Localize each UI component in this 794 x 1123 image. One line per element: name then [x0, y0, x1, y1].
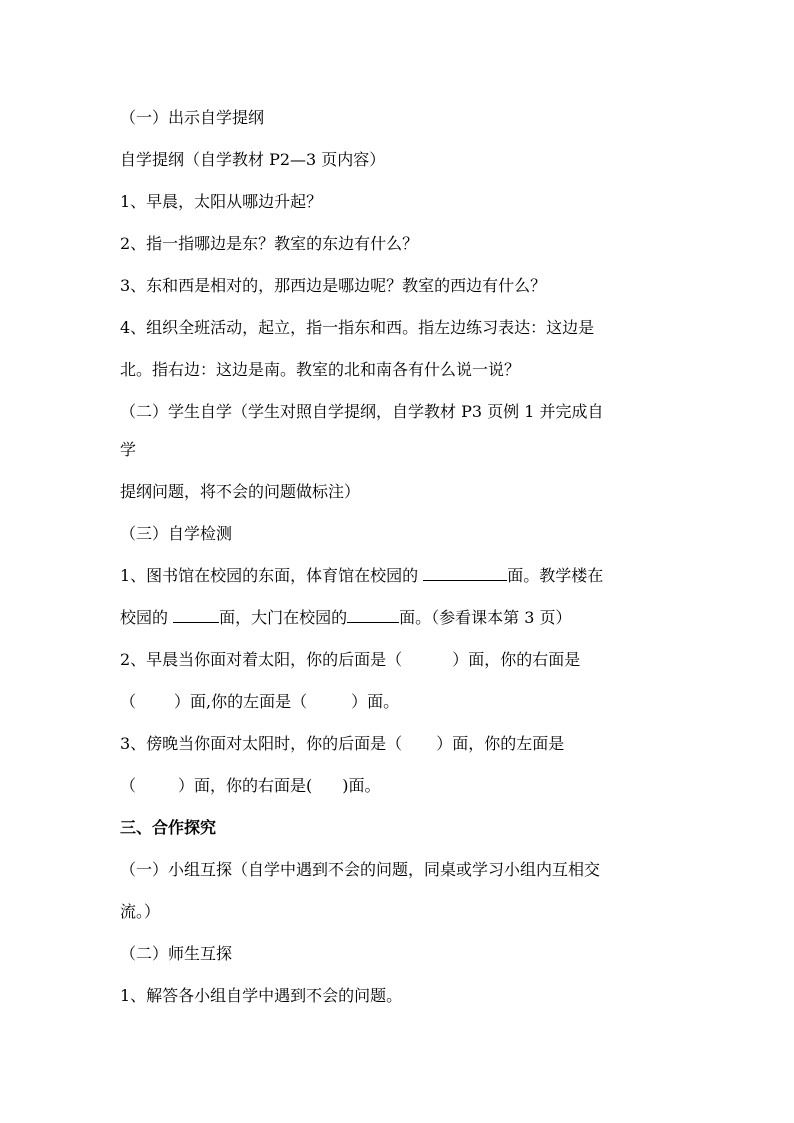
question-3-text-a: 3、傍晚当你面对太阳时，你的后面是（ [120, 734, 403, 753]
question-1-text-c: 校园的 [120, 608, 174, 627]
question-2-text-a: 2、早晨当你面对着太阳，你的后面是（ [120, 650, 403, 669]
question-1-line-1 [120, 566, 690, 586]
question-2-line-1 [120, 650, 690, 670]
question-3-line-1 [120, 734, 690, 754]
self-study-continuation-1: 学 [120, 440, 137, 459]
question-2-text-e: ）面。 [351, 692, 400, 711]
group-inquiry-line-2: 流。） [120, 902, 161, 921]
outline-item-4-line-2: 北。指右边：这边是南。教室的北和南各有什么说一说？ [120, 360, 521, 379]
section-heading-teacher-student: （二）师生互探 [120, 944, 233, 963]
outline-item-3: 3、东和西是相对的，那西边是哪边呢？教室的西边有什么？ [120, 276, 547, 295]
section-heading-show-outline: （一）出示自学提纲 [120, 108, 265, 127]
question-3-text-d: ）面，你的右面是( [178, 776, 313, 795]
question-1-text-a: 1、图书馆在校园的东面，体育馆在校园的 [120, 566, 424, 585]
question-1-line-2 [120, 608, 690, 628]
question-1-text-e: 面。（参看课本第 3 页） [399, 608, 572, 627]
question-2-text-c: （ [120, 692, 137, 711]
answer-blank[interactable] [423, 566, 507, 581]
question-1-text-d: 面，大门在校园的 [219, 608, 348, 627]
outline-title: 自学提纲（自学教材 P2—3 页内容） [120, 150, 386, 169]
group-inquiry-line-1: （一）小组互探（自学中遇到不会的问题，同桌或学习小组内互相交 [120, 860, 601, 879]
question-2-line-2 [120, 692, 690, 712]
question-1-text-b: 面。教学楼在 [507, 566, 604, 585]
section-heading-self-check: （三）自学检测 [120, 524, 233, 543]
section-heading-cooperative-inquiry: 三、合作探究 [120, 818, 217, 837]
teacher-student-item-1: 1、解答各小组自学中遇到不会的问题。 [120, 986, 403, 1005]
question-2-text-b: ）面，你的右面是 [452, 650, 581, 669]
question-2-text-d: ）面,你的左面是（ [174, 692, 308, 711]
section-heading-self-study: （二）学生自学（学生对照自学提纲，自学教材 P3 页例 1 并完成自 [120, 402, 604, 421]
self-study-continuation-2: 提纲问题，将不会的问题做标注） [120, 482, 361, 501]
question-3-line-2 [120, 776, 690, 796]
outline-item-4-line-1: 4、组织全班活动，起立，指一指东和西。指左边练习表达：这边是 [120, 318, 595, 337]
answer-blank[interactable] [173, 608, 219, 623]
question-3-text-c: （ [120, 776, 137, 795]
question-3-text-e: )面。 [342, 776, 381, 795]
outline-item-2: 2、指一指哪边是东？教室的东边有什么？ [120, 234, 419, 253]
outline-item-1: 1、早晨，太阳从哪边升起？ [120, 192, 323, 211]
question-3-text-b: ）面，你的左面是 [436, 734, 565, 753]
answer-blank[interactable] [347, 608, 399, 623]
